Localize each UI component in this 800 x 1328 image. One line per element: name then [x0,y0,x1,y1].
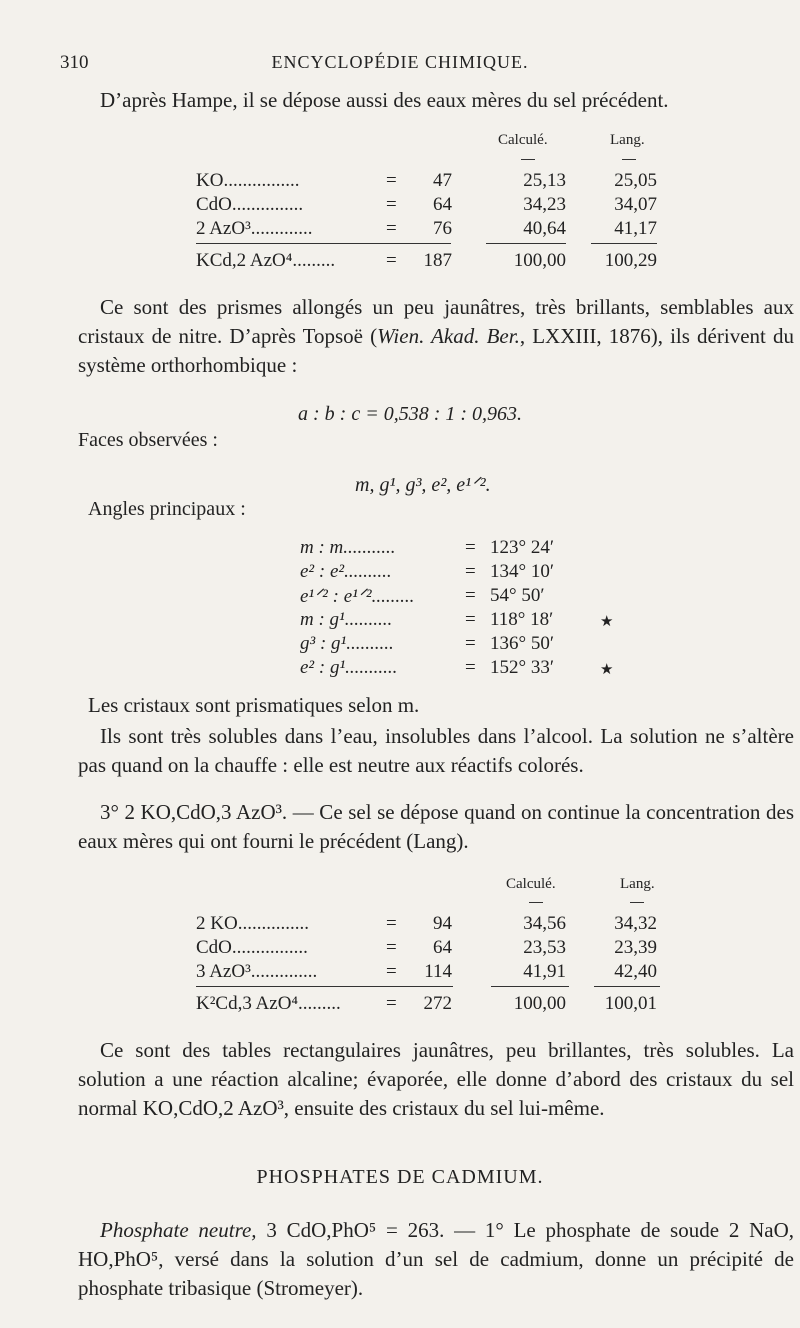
angle-label: g³ : g¹.......... [300,633,394,654]
table-row [196,218,656,242]
section-title: PHOSPHATES DE CADMIUM. [256,1166,544,1188]
equals-sign: = [386,170,397,191]
star-icon: ★ [600,614,614,630]
row-label: 3 AzO³.............. [196,961,318,982]
row-value: 76 [433,218,452,239]
phosphate-paragraph [78,1216,794,1303]
angle-value: 54° 50′ [490,585,545,606]
angle-value: 152° 33′ [490,657,555,678]
angle-row [300,657,620,681]
total-value: 272 [423,993,452,1014]
faces-value: m, g¹, g³, e², e¹ᐟ². [355,474,491,496]
axis-ratio: a : b : c = 0,538 : 1 : 0,963. [298,403,523,425]
intro-text: D’après Hampe, il se dépose aussi des eaux mères du sel précédent. [100,88,669,112]
reference-citation: Wien. Akad. Ber. [377,324,520,348]
angle-label: m : g¹.......... [300,609,393,630]
equals-sign: = [465,537,476,558]
column-header-lang: Lang. [620,876,655,892]
salt-text: 3° 2 KO,CdO,3 AzO³. — Ce sel se dépose quand on continue la concentration des eaux mères qui ont fourni le précédent (Lang). [78,800,794,853]
column-header-lang: Lang. [610,132,645,148]
table-row [196,194,656,218]
row-calculated: 23,53 [523,937,566,958]
row-calculated: 34,56 [523,913,566,934]
column-header-calcule: Calculé. [498,132,548,148]
equals-sign: = [386,194,397,215]
row-label: CdO............... [196,194,304,215]
intro-paragraph [78,86,794,115]
row-lang: 41,17 [614,218,657,239]
angle-value: 123° 24′ [490,537,555,558]
row-value: 64 [433,194,452,215]
phosphate-text [78,1216,794,1303]
row-lang: 25,05 [614,170,657,191]
table-row [196,961,656,985]
sum-rule [491,986,569,987]
equals-sign: = [465,609,476,630]
composition-table-1 [196,132,656,282]
running-title: ENCYCLOPÉDIE CHIMIQUE. [271,52,529,72]
total-label: KCd,2 AzO⁴......... [196,250,336,271]
solubility-paragraph [78,722,794,780]
description-text [78,293,794,380]
table-row [196,170,656,194]
row-calculated: 25,13 [523,170,566,191]
composition-table-2 [196,876,656,1026]
equals-sign: = [465,585,476,606]
angle-row [300,537,620,561]
row-value: 114 [424,961,452,982]
page-number: 310 [60,52,89,73]
equals-sign: = [386,913,397,934]
row-calculated: 41,91 [523,961,566,982]
equals-sign: = [386,218,397,239]
total-calculated: 100,00 [513,993,566,1014]
prismatic-line: Les cristaux sont prismatiques selon m. [88,693,420,717]
row-value: 47 [433,170,452,191]
row-lang: 34,07 [614,194,657,215]
faces-label: Faces observées : [78,429,218,451]
column-header-calcule: Calculé. [506,876,556,892]
row-label: KO................ [196,170,300,191]
angle-value: 134° 10′ [490,561,555,582]
table-row [196,913,656,937]
angle-row [300,585,620,609]
row-label: 2 AzO³............. [196,218,313,239]
angle-label: e² : g¹........... [300,657,398,678]
row-lang: 42,40 [614,961,657,982]
row-calculated: 40,64 [523,218,566,239]
angle-row [300,633,620,657]
row-calculated: 34,23 [523,194,566,215]
row-value: 64 [433,937,452,958]
equals-sign: = [465,633,476,654]
equals-sign: = [465,561,476,582]
equals-sign: = [386,993,397,1014]
angles-table [300,537,620,685]
angles-label: Angles principaux : [88,498,246,520]
table-row [196,937,656,961]
row-label: 2 KO............... [196,913,309,934]
total-value: 187 [423,250,452,271]
solubility-text: Ils sont très solubles dans l’eau, insolubles dans l’alcool. La solution ne s’altère pas quand on la chauffe : elle est neutre aux réactifs colorés. [78,724,794,777]
angle-label: e¹ᐟ² : e¹ᐟ²......... [300,586,415,607]
header-dash [622,159,636,160]
salt-paragraph [78,798,794,856]
description-text-a: Ce sont des prismes allongés un peu jaunâtres, très brillants, semblables aux cristaux de nitre. D’après Topsoë ( [78,295,794,348]
total-label: K²Cd,3 AzO⁴......... [196,993,341,1014]
angle-row [300,609,620,633]
angle-label: m : m........... [300,537,396,558]
sum-rule [594,986,660,987]
sum-rule [486,243,566,244]
angle-label: e² : e².......... [300,561,392,582]
header-dash [521,159,535,160]
equals-sign: = [386,250,397,271]
description-text-b: , LXXIII, 1876), ils dérivent du système orthorhombique : [78,324,794,377]
tables-text: Ce sont des tables rectangulaires jaunâtres, peu brillantes, très solubles. La solution a une réaction alcaline; évaporée, elle donne d’abord des cristaux du sel normal KO,CdO,2 AzO³, ensuite des cristaux du sel lui-même. [78,1038,794,1120]
angle-row [300,561,620,585]
equals-sign: = [386,937,397,958]
row-value: 94 [433,913,452,934]
phosphate-lead: Phosphate neutre, [100,1218,257,1242]
sum-rule [196,243,451,244]
total-calculated: 100,00 [513,250,566,271]
angle-value: 136° 50′ [490,633,555,654]
header-dash [529,902,543,903]
star-icon: ★ [600,662,614,678]
row-label: CdO................ [196,937,308,958]
table-total-row [196,993,656,1017]
description-paragraph [78,293,794,380]
sum-rule [196,986,453,987]
equals-sign: = [465,657,476,678]
total-lang: 100,29 [604,250,657,271]
header-dash [630,902,644,903]
row-lang: 23,39 [614,937,657,958]
sum-rule [591,243,657,244]
table-total-row [196,250,656,274]
equals-sign: = [386,961,397,982]
tables-paragraph [78,1036,794,1123]
phosphate-body: 3 CdO,PhO⁵ = 263. — 1° Le phosphate de soude 2 NaO, HO,PhO⁵, versé dans la solution d’un sel de cadmium, donne un précipité de phosphate tribasique (Stromeyer). [78,1218,795,1300]
total-lang: 100,01 [604,993,657,1014]
angle-value: 118° 18′ [490,609,554,630]
row-lang: 34,32 [614,913,657,934]
